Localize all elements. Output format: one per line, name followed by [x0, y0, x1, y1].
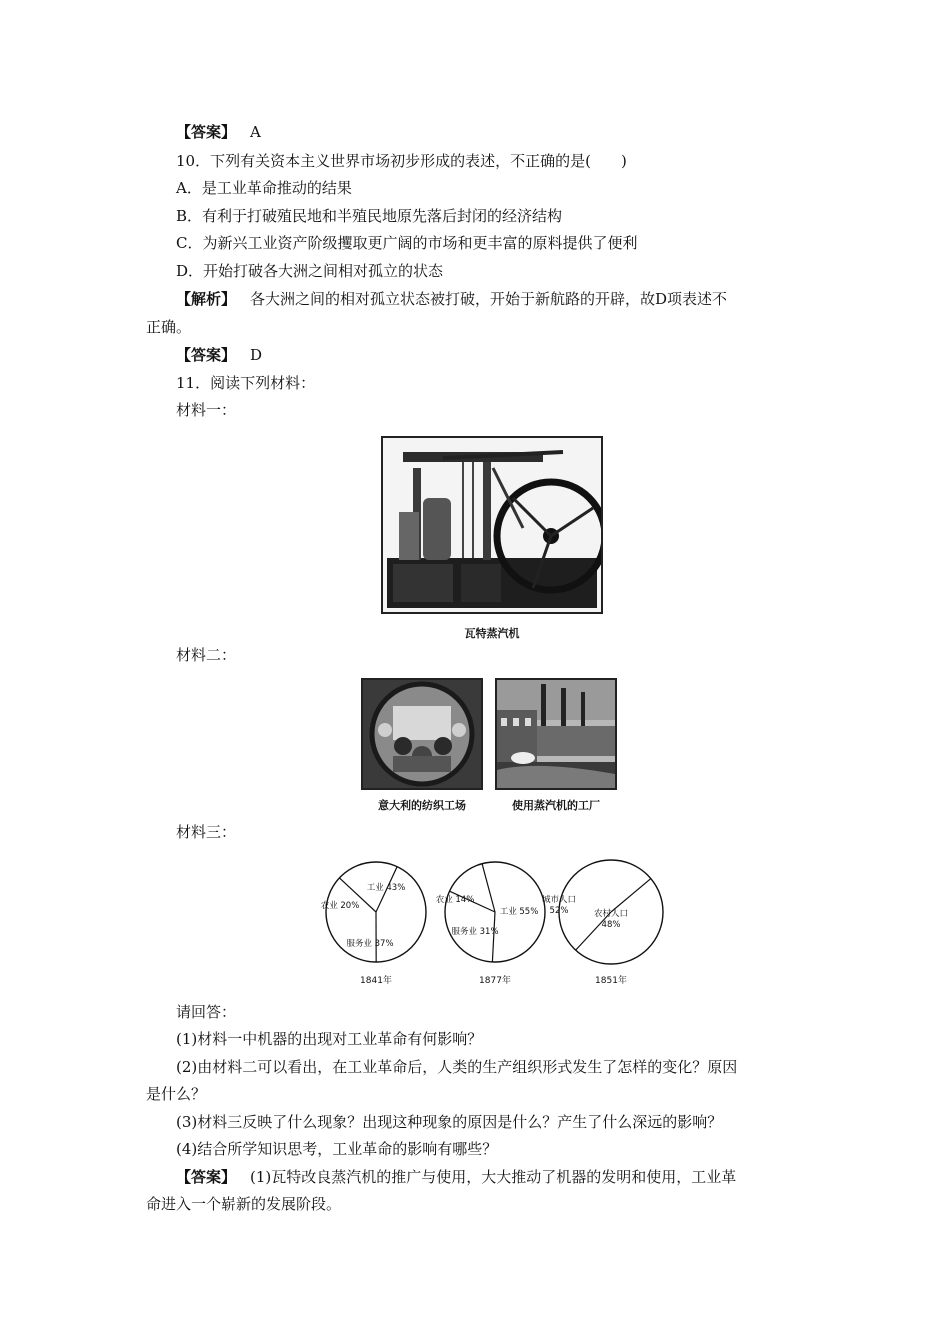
- answer-value: A: [250, 123, 261, 141]
- pie-slice-label: 农业 20%: [320, 901, 360, 911]
- q11-question-3: (3)材料三反映了什么现象？出现这种现象的原因是什么？产生了什么深远的影响？: [176, 1113, 723, 1131]
- q10-analysis: [176, 289, 727, 309]
- material1-caption: 瓦特蒸汽机: [464, 627, 520, 640]
- q11-answer: [176, 1167, 736, 1187]
- q11-prompt: 请回答：: [176, 1003, 237, 1021]
- q11-question-2: (2)由材料二可以看出，在工业革命后，人类的生产组织形式发生了怎样的变化？原因: [176, 1058, 738, 1076]
- pie-slice-label: 农业 14%: [435, 895, 475, 905]
- pie-slice-label: 工业 43%: [366, 883, 406, 893]
- q11-question-1: (1)材料一中机器的出现对工业革命有何影响？: [176, 1030, 483, 1048]
- steam-engine-image: [381, 436, 603, 614]
- analysis-label: 【解析】: [176, 290, 237, 308]
- q10-option-b: B．有利于打破殖民地和半殖民地原先落后封闭的经济结构: [176, 207, 563, 225]
- pie-slice-label: 城市人口 52%: [541, 895, 577, 916]
- pie-charts: [320, 856, 670, 990]
- pie-year-label: 1841年: [360, 976, 392, 986]
- q11-answer-cont: 命进入一个崭新的发展阶段。: [146, 1195, 342, 1213]
- material2-caption-left: 意大利的纺织工场: [378, 799, 466, 812]
- pie-year-label: 1877年: [479, 976, 511, 986]
- q10-stem: 10．下列有关资本主义世界市场初步形成的表述，不正确的是( ): [176, 152, 627, 170]
- q11-question-2-cont: 是什么？: [146, 1085, 207, 1103]
- answer-previous: [176, 122, 261, 142]
- q10-option-c: C．为新兴工业资产阶级攫取更广阔的市场和更丰富的原料提供了便利: [176, 234, 638, 252]
- answer-label: 【答案】: [176, 346, 237, 364]
- material1-label: 材料一：: [176, 401, 237, 419]
- steam-factory-drawing: [497, 680, 615, 788]
- q10-option-d: D．开始打破各大洲之间相对孤立的状态: [176, 262, 444, 280]
- q10-analysis-cont: 正确。: [146, 318, 192, 336]
- answer-value: D: [250, 346, 263, 364]
- answer-label: 【答案】: [176, 123, 237, 141]
- pie-slice-label: 工业 55%: [499, 907, 539, 917]
- textile-workshop-image: [361, 678, 483, 790]
- steam-engine-drawing: [383, 438, 601, 612]
- answer-text: (1)瓦特改良蒸汽机的推广与使用，大大推动了机器的发明和使用，工业革: [250, 1168, 737, 1186]
- material3-label: 材料三：: [176, 823, 237, 841]
- q11-question-4: (4)结合所学知识思考，工业革命的影响有哪些？: [176, 1140, 498, 1158]
- pie-year-label: 1851年: [595, 976, 627, 986]
- pie-slice-label: 农村人口 48%: [593, 909, 629, 930]
- pie-slice-label: 服务业 31%: [451, 927, 499, 937]
- q10-option-a: A．是工业革命推动的结果: [176, 179, 352, 197]
- material2-caption-right: 使用蒸汽机的工厂: [512, 799, 600, 812]
- steam-factory-image: [495, 678, 617, 790]
- material2-label: 材料二：: [176, 646, 237, 664]
- q11-stem: 11．阅读下列材料：: [176, 374, 316, 392]
- q10-answer: [176, 345, 262, 365]
- textile-workshop-drawing: [363, 680, 481, 788]
- pie-slice-label: 服务业 37%: [346, 939, 394, 949]
- answer-label: 【答案】: [176, 1168, 237, 1186]
- analysis-text: 各大洲之间的相对孤立状态被打破，开始于新航路的开辟，故D项表述不: [250, 290, 728, 308]
